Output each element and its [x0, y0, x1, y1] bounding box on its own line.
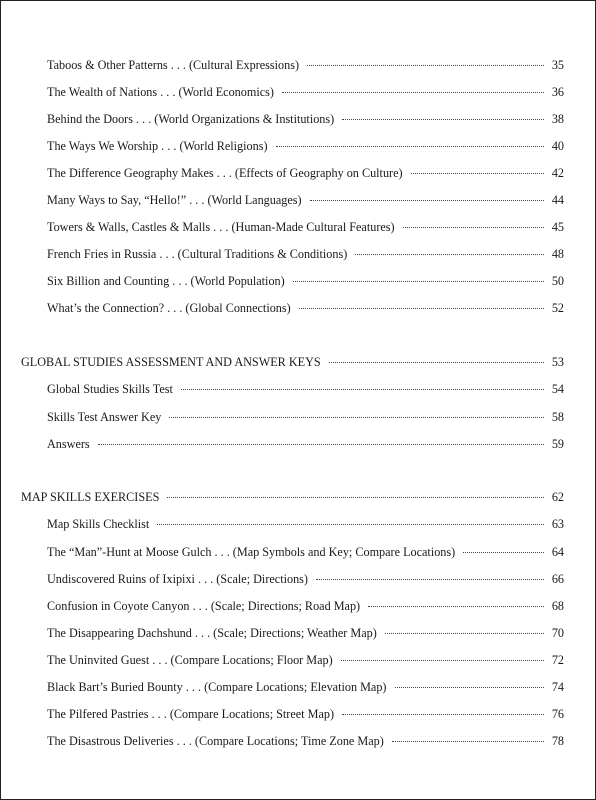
entry-page-number: 78 — [551, 734, 564, 748]
entry-title: Black Bart’s Buried Bounty . . . (Compare Locations; Elevation Map) — [47, 680, 387, 694]
toc-entry[interactable] — [47, 517, 564, 533]
entry-title: What’s the Connection? . . . (Global Connections) — [47, 301, 291, 315]
toc-entry[interactable] — [47, 220, 564, 236]
dot-leader — [299, 308, 544, 309]
entry-title: The Pilfered Pastries . . . (Compare Locations; Street Map) — [47, 707, 335, 721]
entry-page-number: 72 — [551, 653, 564, 667]
section-heading[interactable] — [21, 355, 564, 371]
entry-title: French Fries in Russia . . . (Cultural Traditions & Conditions) — [47, 247, 348, 261]
dot-leader — [403, 227, 544, 228]
toc-entry[interactable] — [47, 572, 564, 588]
entry-title: The Disastrous Deliveries . . . (Compare Locations; Time Zone Map) — [47, 734, 384, 748]
dot-leader — [411, 173, 544, 174]
toc-entry[interactable] — [47, 301, 564, 317]
dot-leader — [316, 579, 544, 580]
entry-title: The Difference Geography Makes . . . (Effects of Geography on Culture) — [47, 166, 403, 180]
toc-entry[interactable] — [47, 707, 564, 723]
entry-page-number: 42 — [551, 166, 564, 180]
toc-entry[interactable] — [47, 139, 564, 155]
entry-page-number: 74 — [551, 680, 564, 694]
toc-entry[interactable] — [47, 599, 564, 615]
section-title: MAP SKILLS EXERCISES — [21, 490, 160, 504]
entry-page-number: 35 — [551, 58, 564, 72]
entry-page-number: 54 — [551, 382, 564, 396]
entry-page-number: 68 — [551, 599, 564, 613]
dot-leader — [341, 660, 544, 661]
entry-page-number: 45 — [551, 220, 564, 234]
toc-entry[interactable] — [47, 437, 564, 453]
section-title: GLOBAL STUDIES ASSESSMENT AND ANSWER KEYS — [21, 355, 321, 369]
entry-page-number: 58 — [551, 410, 564, 424]
section-heading[interactable] — [21, 490, 564, 506]
entry-title: The Uninvited Guest . . . (Compare Locations; Floor Map) — [47, 653, 333, 667]
entry-page-number: 63 — [551, 517, 564, 531]
entry-title: Confusion in Coyote Canyon . . . (Scale; Directions; Road Map) — [47, 599, 361, 613]
entry-title: Towers & Walls, Castles & Malls . . . (Human-Made Cultural Features) — [47, 220, 395, 234]
entry-page-number: 70 — [551, 626, 564, 640]
entry-page-number: 50 — [551, 274, 564, 288]
toc-entry[interactable] — [47, 545, 564, 561]
dot-leader — [392, 741, 544, 742]
entry-title: Map Skills Checklist — [47, 517, 150, 531]
dot-leader — [167, 497, 544, 498]
entry-title: Taboos & Other Patterns . . . (Cultural Expressions) — [47, 58, 299, 72]
dot-leader — [342, 119, 544, 120]
dot-leader — [169, 417, 544, 418]
entry-page-number: 38 — [551, 112, 564, 126]
toc-entry[interactable] — [47, 85, 564, 101]
entry-title: The Disappearing Dachshund . . . (Scale; Directions; Weather Map) — [47, 626, 377, 640]
entry-title: Skills Test Answer Key — [47, 410, 162, 424]
entry-title: Global Studies Skills Test — [47, 382, 173, 396]
entry-page-number: 52 — [551, 301, 564, 315]
toc-entry[interactable] — [47, 112, 564, 128]
dot-leader — [293, 281, 544, 282]
dot-leader — [310, 200, 544, 201]
dot-leader — [385, 633, 544, 634]
entry-title: Six Billion and Counting . . . (World Population) — [47, 274, 285, 288]
toc-entry[interactable] — [47, 382, 564, 398]
entry-title: The Wealth of Nations . . . (World Economics) — [47, 85, 274, 99]
entry-title: The “Man”-Hunt at Moose Gulch . . . (Map Symbols and Key; Compare Locations) — [47, 545, 456, 559]
section-page-number: 62 — [551, 490, 564, 504]
toc-entry[interactable] — [47, 680, 564, 696]
toc-entry[interactable] — [47, 734, 564, 750]
entry-title: Behind the Doors . . . (World Organizations & Institutions) — [47, 112, 335, 126]
dot-leader — [395, 687, 545, 688]
entry-page-number: 66 — [551, 572, 564, 586]
entry-title: Many Ways to Say, “Hello!” . . . (World Languages) — [47, 193, 302, 207]
toc-entry[interactable] — [47, 410, 564, 426]
toc-entry[interactable] — [47, 193, 564, 209]
dot-leader — [276, 146, 544, 147]
entry-page-number: 59 — [551, 437, 564, 451]
entry-page-number: 44 — [551, 193, 564, 207]
toc-entry[interactable] — [47, 247, 564, 263]
dot-leader — [181, 389, 544, 390]
dot-leader — [342, 714, 544, 715]
toc-entry[interactable] — [47, 653, 564, 669]
toc-entry[interactable] — [47, 58, 564, 74]
entry-page-number: 48 — [551, 247, 564, 261]
dot-leader — [329, 362, 544, 363]
dot-leader — [368, 606, 544, 607]
section-page-number: 53 — [551, 355, 564, 369]
entry-page-number: 64 — [551, 545, 564, 559]
entry-page-number: 76 — [551, 707, 564, 721]
toc-entry[interactable] — [47, 626, 564, 642]
entry-page-number: 36 — [551, 85, 564, 99]
dot-leader — [157, 524, 544, 525]
dot-leader — [282, 92, 544, 93]
dot-leader — [307, 65, 544, 66]
toc-entry[interactable] — [47, 274, 564, 290]
entry-title: Undiscovered Ruins of Ixipixi . . . (Scale; Directions) — [47, 572, 308, 586]
toc-entry[interactable] — [47, 166, 564, 182]
entry-page-number: 40 — [551, 139, 564, 153]
entry-title: Answers — [47, 437, 90, 451]
dot-leader — [98, 444, 544, 445]
dot-leader — [355, 254, 544, 255]
entry-title: The Ways We Worship . . . (World Religions) — [47, 139, 268, 153]
dot-leader — [463, 552, 544, 553]
